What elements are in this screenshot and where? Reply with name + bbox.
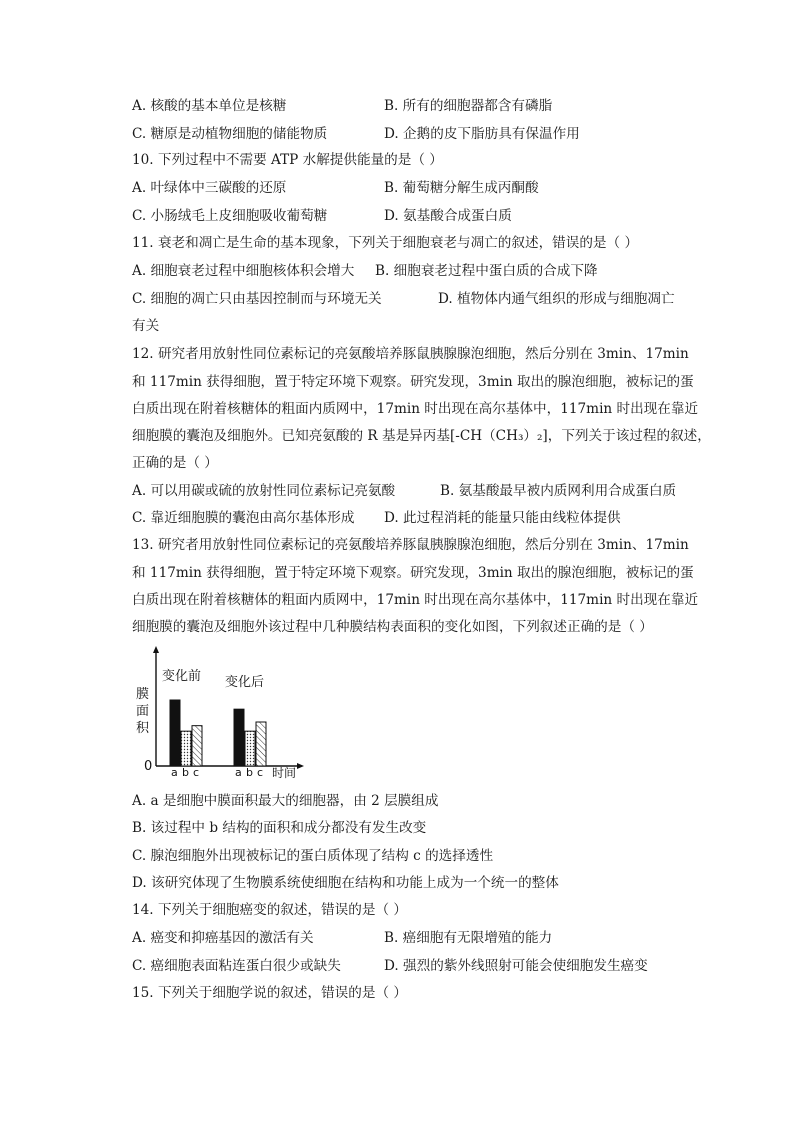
q9-option-c: C. 糖原是动植物细胞的储能物质: [132, 126, 328, 142]
q9-option-d: D. 企鹅的皮下脂肪具有保温作用: [384, 126, 580, 142]
origin-label: 0: [144, 759, 153, 774]
q10-stem: 10. 下列过程中不需要 ATP 水解提供能量的是（ ）: [132, 152, 443, 168]
q13-stem-line1: 13. 研究者用放射性同位素标记的亮氨酸培养豚鼠胰腺腺泡细胞，然后分别在 3min、17min: [132, 537, 689, 553]
bar-after-a: [234, 709, 244, 766]
q14-stem: 14. 下列关于细胞癌变的叙述，错误的是（ ）: [132, 902, 407, 918]
q13-option-b: B. 该过程中 b 结构的面积和成分都没有发生改变: [132, 820, 427, 836]
q14-option-a: A. 癌变和抑癌基因的激活有关: [132, 930, 314, 946]
q15-stem: 15. 下列关于细胞学说的叙述，错误的是（ ）: [132, 985, 407, 1001]
q13-option-a: A. a 是细胞中膜面积最大的细胞器，由 2 层膜组成: [132, 793, 439, 809]
q11-option-d: D. 植物体内通气组织的形成与细胞凋亡: [438, 291, 675, 307]
q10-option-b: B. 葡萄糖分解生成丙酮酸: [384, 180, 539, 196]
tick-label-before-c: c: [193, 766, 200, 779]
q11-option-d-cont: 有关: [132, 318, 160, 334]
bar-after-b: [245, 731, 255, 766]
q13-option-c: C. 腺泡细胞外出现被标记的蛋白质体现了结构 c 的选择透性: [132, 848, 494, 864]
tick-label-before-a: a: [171, 766, 178, 779]
q13-stem-line4: 细胞膜的囊泡及细胞外该过程中几种膜结构表面积的变化如图，下列叙述正确的是（ ）: [132, 619, 653, 635]
q10-option-a: A. 叶绿体中三碳酸的还原: [132, 180, 287, 196]
tick-label-after-b: b: [246, 766, 253, 779]
y-axis-label-1: 膜: [136, 687, 150, 702]
y-axis-label-3: 积: [136, 721, 150, 736]
q11-stem: 11. 衰老和凋亡是生命的基本现象，下列关于细胞衰老与凋亡的叙述，错误的是（ ）: [132, 235, 639, 251]
y-axis-label-2: 面: [136, 704, 150, 719]
category-ticks-group: [171, 766, 263, 779]
q14-option-c: C. 癌细胞表面粘连蛋白很少或缺失: [132, 958, 341, 974]
bar-before-c: [192, 726, 202, 766]
tick-label-before-b: b: [182, 766, 189, 779]
q12-stem-line2: 和 117min 获得细胞，置于特定环境下观察。研究发现，3min 取出的腺泡细胞，被标记的蛋: [132, 374, 694, 390]
x-axis-label: 时间: [272, 766, 297, 780]
q13-option-d: D. 该研究体现了生物膜系统使细胞在结构和功能上成为一个统一的整体: [132, 875, 559, 891]
q10-option-c: C. 小肠绒毛上皮细胞吸收葡萄糖: [132, 208, 328, 224]
q13-stem-line3: 白质出现在附着核糖体的粗面内质网中，17min 时出现在高尔基体中，117min 时出现在靠近: [132, 592, 699, 608]
bar-before-a: [170, 700, 180, 766]
q9-option-b: B. 所有的细胞器都含有磷脂: [384, 98, 553, 114]
group-label-after: 变化后: [225, 675, 265, 690]
membrane-area-chart: [132, 646, 312, 782]
q11-option-a: A. 细胞衰老过程中细胞核体积会增大: [132, 263, 355, 279]
q14-option-d: D. 强烈的紫外线照射可能会使细胞发生癌变: [384, 958, 648, 974]
q14-option-b: B. 癌细胞有无限增殖的能力: [384, 930, 553, 946]
q13-stem-line2: 和 117min 获得细胞，置于特定环境下观察。研究发现，3min 取出的腺泡细胞，被标记的蛋: [132, 565, 694, 581]
q9-option-a: A. 核酸的基本单位是核糖: [132, 98, 287, 114]
q12-stem-line5: 正确的是（ ）: [132, 455, 218, 471]
q12-option-b: B. 氨基酸最早被内质网利用合成蛋白质: [440, 483, 677, 499]
bar-before-b: [181, 731, 191, 766]
bars-group: [170, 700, 266, 766]
tick-label-after-c: c: [257, 766, 264, 779]
x-axis-arrow: [297, 763, 304, 769]
q11-option-b: B. 细胞衰老过程中蛋白质的合成下降: [375, 263, 598, 279]
tick-label-after-a: a: [235, 766, 242, 779]
q12-stem-line3: 白质出现在附着核糖体的粗面内质网中，17min 时出现在高尔基体中，117min 时出现在靠近: [132, 401, 699, 417]
group-label-before: 变化前: [162, 669, 202, 684]
q12-option-d: D. 此过程消耗的能量只能由线粒体提供: [384, 510, 621, 526]
q11-option-c: C. 细胞的凋亡只由基因控制而与环境无关: [132, 291, 382, 307]
bar-after-c: [256, 722, 266, 766]
q12-stem-line4: 细胞膜的囊泡及细胞外。已知亮氨酸的 R 基是异丙基[-CH（CH₃）₂]，下列关于该过程的叙述，: [132, 428, 711, 444]
q12-option-c: C. 靠近细胞膜的囊泡由高尔基体形成: [132, 510, 355, 526]
q12-option-a: A. 可以用碳或硫的放射性同位素标记亮氨酸: [132, 483, 396, 499]
q10-option-d: D. 氨基酸合成蛋白质: [384, 208, 512, 224]
q12-stem-line1: 12. 研究者用放射性同位素标记的亮氨酸培养豚鼠胰腺腺泡细胞，然后分别在 3min、17min: [132, 346, 689, 362]
y-axis-arrow: [153, 646, 159, 653]
